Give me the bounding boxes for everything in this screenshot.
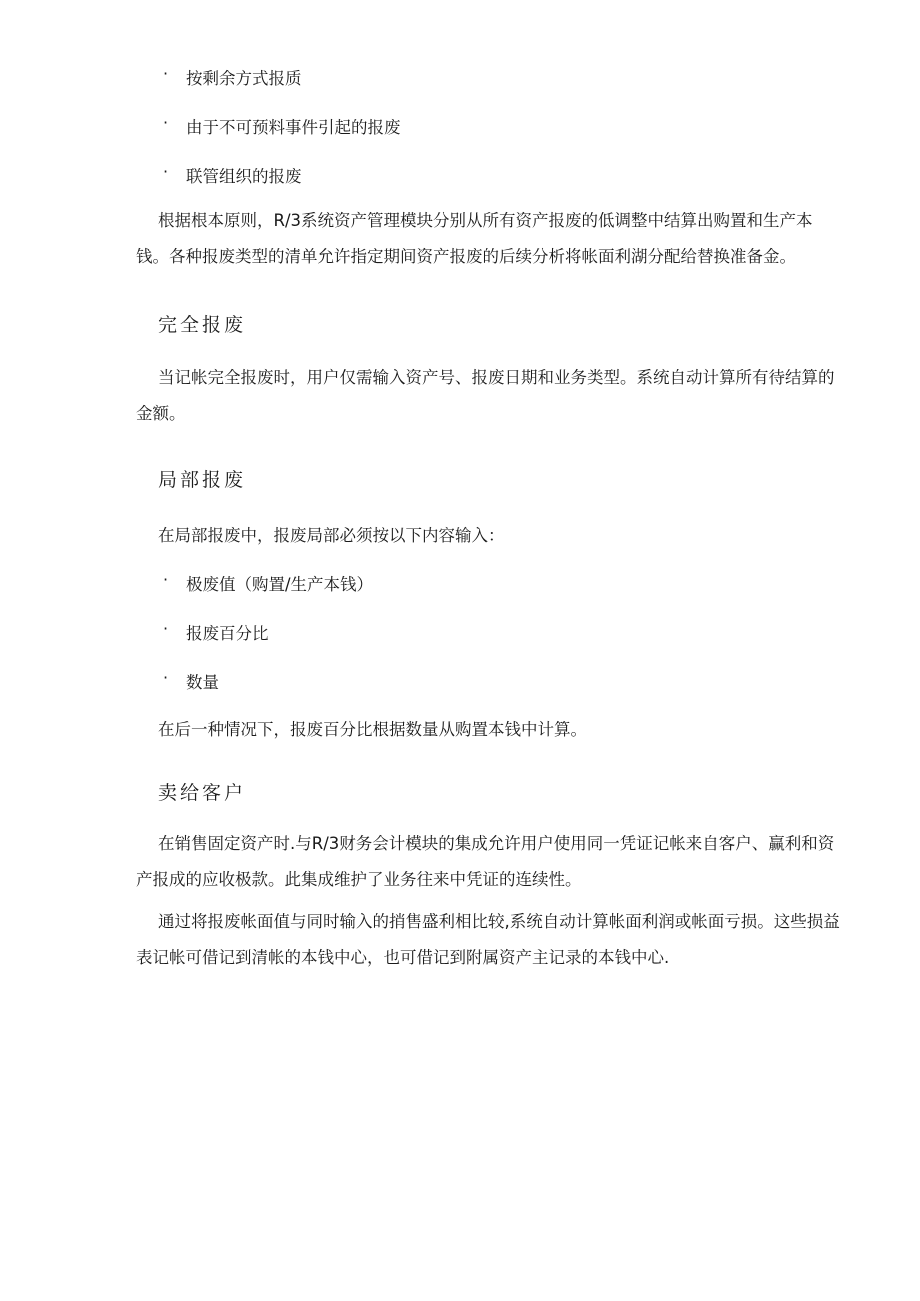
- bullet-item: 极废值（购置/生产本钱）: [186, 575, 374, 594]
- paragraph-line: 在销售固定资产时.与R/3财务会计模块的集成允许用户使用同一凭证记帐来自客户、赢利和资: [158, 834, 835, 853]
- partial-scrap-intro: 在局部报废中，报废局部必须按以下内容输入：: [158, 526, 505, 545]
- bullet-dot: ·: [163, 668, 169, 687]
- bullet-item: 由于不可预料事件引起的报废: [186, 118, 401, 137]
- paragraph-line: 当记帐完全报废时，用户仅需输入资产号、报废日期和业务类型。系统自动计算所有待结算的: [158, 368, 835, 387]
- bullet-dot: ·: [163, 64, 169, 83]
- sale-paragraph-1: [136, 826, 858, 898]
- paragraph-line: 产报成的应收极款。此集成维护了业务往来中凭证的连续性。: [136, 870, 582, 889]
- paragraph-line: 金额。: [136, 404, 186, 423]
- bullet-dot: ·: [163, 113, 169, 132]
- section-heading-sale-to-customer: 卖给客户: [158, 782, 247, 804]
- paragraph-line: 根据根本原则，R/3系统资产管理模块分别从所有资产报废的低调整中结算出购置和生产本: [158, 211, 813, 230]
- intro-paragraph: [136, 203, 858, 275]
- bullet-item: 报废百分比: [186, 624, 269, 643]
- bullet-item: 按剩余方式报质: [186, 69, 302, 88]
- paragraph-line: 通过将报废帐面值与同时输入的捎售盛利相比较,系统自动计算帐面利润或帐面亏损。这些损益: [158, 912, 840, 931]
- full-scrap-paragraph: [136, 360, 858, 432]
- bullet-dot: ·: [163, 619, 169, 638]
- section-heading-full-scrap: 完全报废: [158, 314, 247, 336]
- bullet-item: 数量: [186, 673, 219, 692]
- partial-scrap-note: 在后一种情况下，报废百分比根据数量从购置本钱中计算。: [158, 720, 587, 739]
- sale-paragraph-2: [136, 904, 858, 976]
- bullet-item: 联管组织的报废: [186, 167, 302, 186]
- paragraph-line: 钱。各种报废类型的清单允许指定期间资产报废的后续分析将帐面利湖分配给替换准备金。: [136, 247, 796, 266]
- bullet-dot: ·: [163, 162, 169, 181]
- bullet-dot: ·: [163, 570, 169, 589]
- paragraph-line: 表记帐可借记到清帐的本钱中心，也可借记到附属资产主记录的本钱中心.: [136, 948, 670, 967]
- section-heading-partial-scrap: 局部报废: [158, 469, 247, 491]
